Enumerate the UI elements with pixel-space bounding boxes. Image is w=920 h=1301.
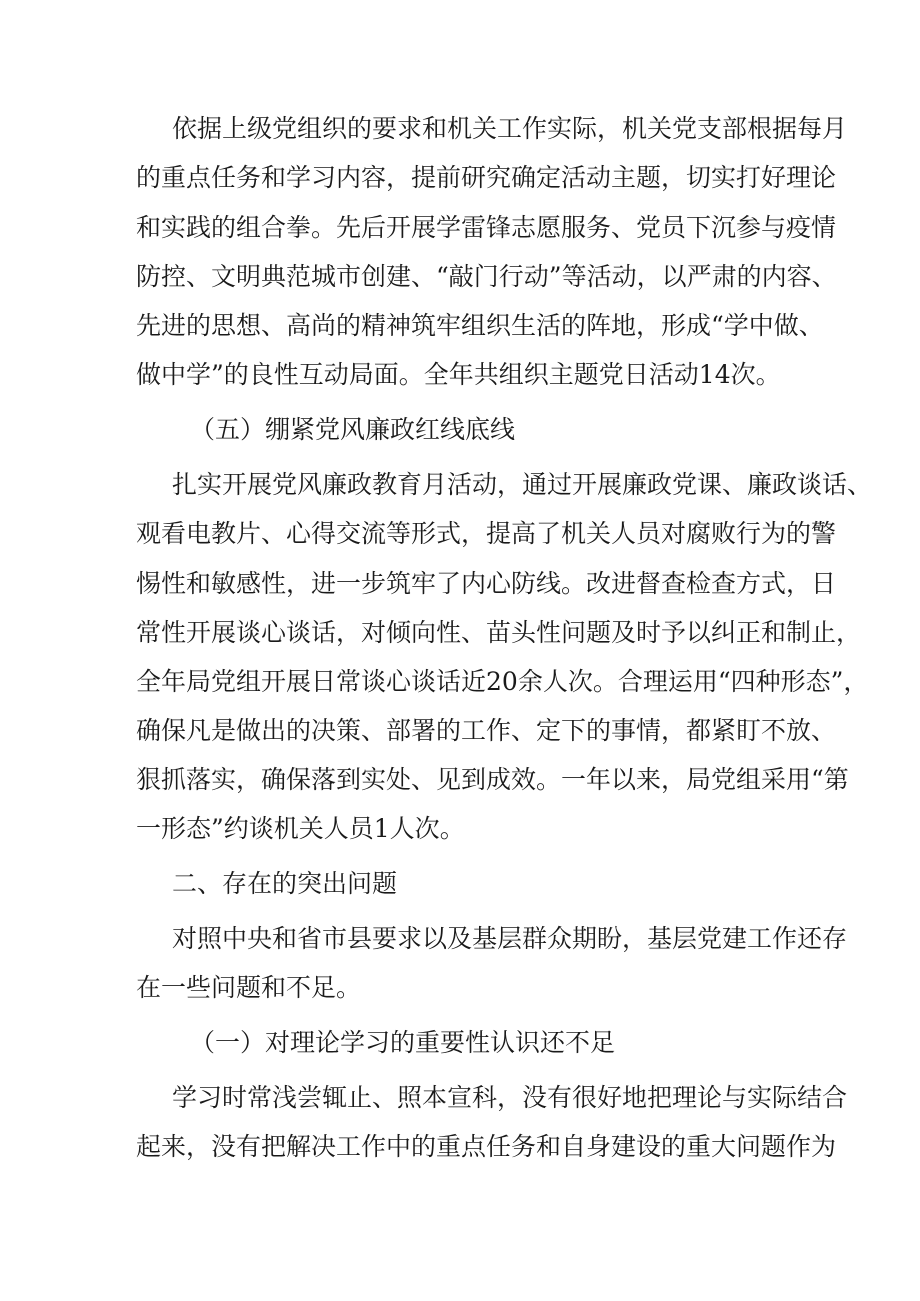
section-heading: （五）绷紧党风廉政红线底线 xyxy=(190,415,516,444)
paragraph-line: 防控、文明典范城市创建、“敲门行动”等活动，以严肃的内容、 xyxy=(136,262,837,291)
paragraph-line: 扎实开展党风廉政教育月活动，通过开展廉政党课、廉政谈话、 xyxy=(172,470,873,499)
paragraph-line: 全年局党组开展日常谈心谈话近20余人次。合理运用“四种形态”， xyxy=(136,667,869,696)
paragraph-line: 一形态”约谈机关人员1人次。 xyxy=(136,814,465,843)
paragraph-line: 确保凡是做出的决策、部署的工作、定下的事情，都紧盯不放、 xyxy=(136,716,837,745)
paragraph-line: 惕性和敏感性，进一步筑牢了内心防线。改进督查检查方式，日 xyxy=(136,569,837,598)
paragraph-line: 对照中央和省市县要求以及基层群众期盼，基层党建工作还存 xyxy=(172,924,848,953)
paragraph-line: 起来，没有把解决工作中的重点任务和自身建设的重大问题作为 xyxy=(136,1132,837,1161)
paragraph-line: 依据上级党组织的要求和机关工作实际，机关党支部根据每月 xyxy=(172,114,848,143)
section-heading: （一）对理论学习的重要性认识还不足 xyxy=(190,1028,616,1057)
section-heading: 二、存在的突出问题 xyxy=(172,869,398,898)
paragraph-line: 常性开展谈心谈话，对倾向性、苗头性问题及时予以纠正和制止， xyxy=(136,618,862,647)
paragraph-line: 和实践的组合拳。先后开展学雷锋志愿服务、党员下沉参与疫情 xyxy=(136,213,837,242)
paragraph-line: 观看电教片、心得交流等形式，提高了机关人员对腐败行为的警 xyxy=(136,519,837,548)
paragraph-line: 狠抓落实，确保落到实处、见到成效。一年以来，局党组采用“第 xyxy=(136,765,849,794)
paragraph-line: 做中学”的良性互动局面。全年共组织主题党日活动14次。 xyxy=(136,360,781,389)
paragraph-line: 在一些问题和不足。 xyxy=(136,973,362,1002)
paragraph-line: 先进的思想、高尚的精神筑牢组织生活的阵地，形成“学中做、 xyxy=(136,311,824,340)
paragraph-line: 学习时常浅尝辄止、照本宣科，没有很好地把理论与实际结合 xyxy=(172,1083,848,1112)
paragraph-line: 的重点任务和学习内容，提前研究确定活动主题，切实打好理论 xyxy=(136,163,837,192)
